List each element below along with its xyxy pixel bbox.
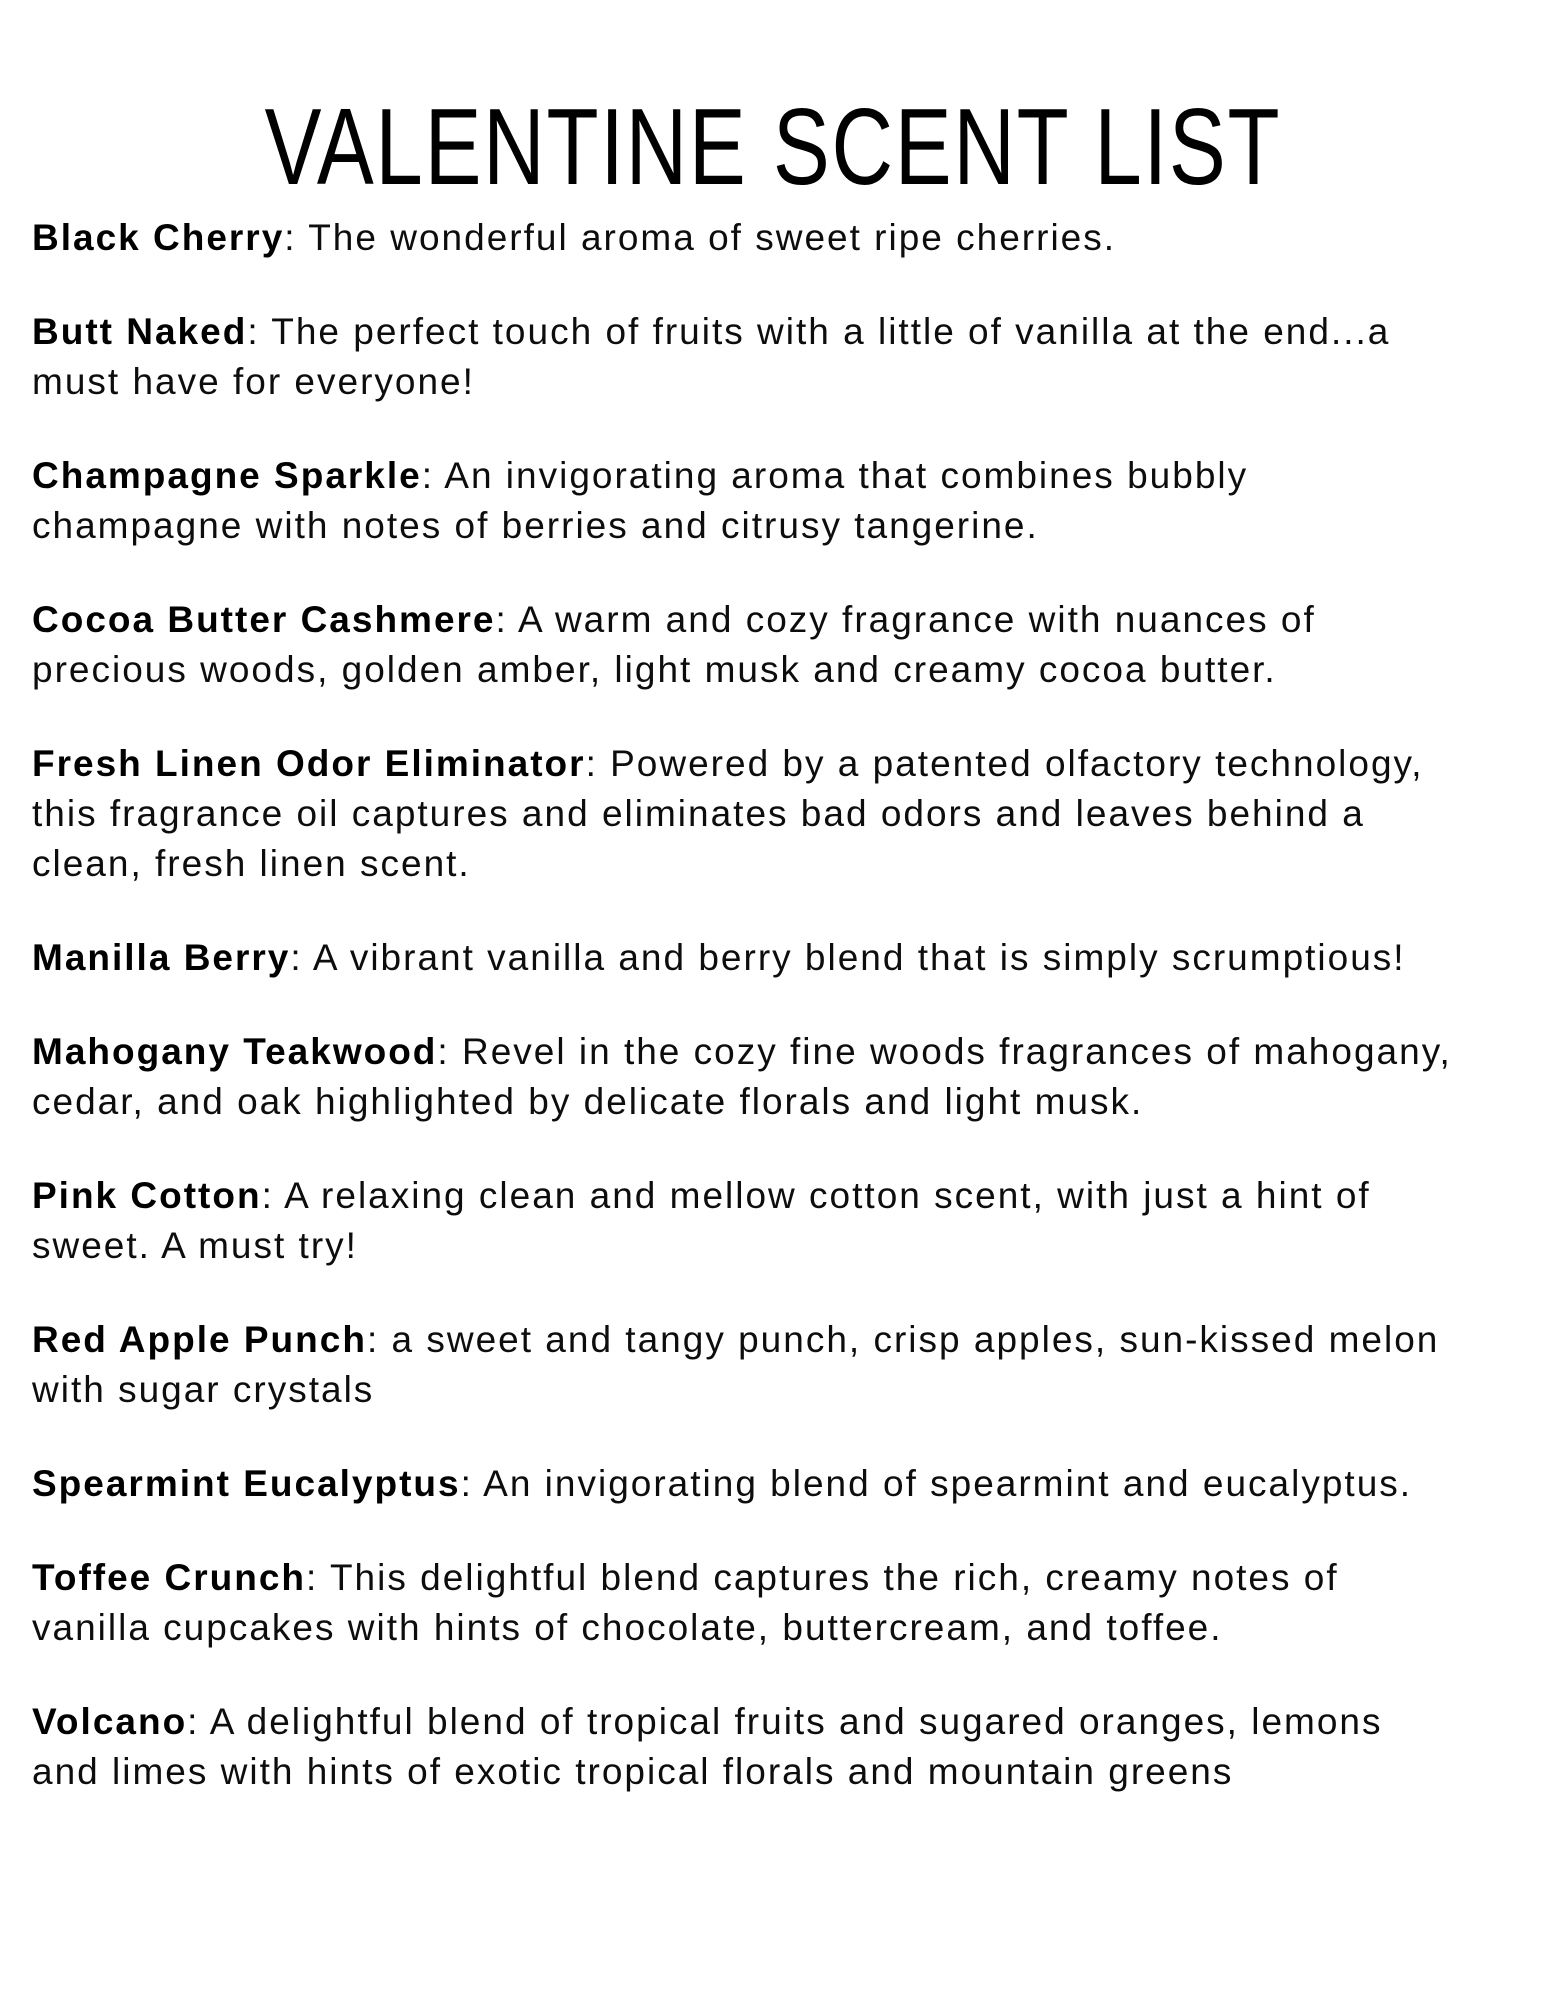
scent-description-line: A relaxing clean and mellow cotton scent, with just a hint of bbox=[284, 1175, 1371, 1216]
scent-list bbox=[0, 213, 1545, 1797]
scent-separator: : bbox=[306, 1557, 330, 1598]
scent-line bbox=[32, 1171, 1525, 1221]
scent-item-volcano bbox=[32, 1697, 1525, 1797]
scent-separator: : bbox=[585, 743, 611, 784]
scent-separator: : bbox=[284, 217, 309, 258]
scent-line bbox=[32, 1459, 1525, 1509]
scent-separator: : bbox=[495, 599, 519, 640]
scent-name: Mahogany Teakwood bbox=[32, 1031, 438, 1072]
scent-separator: : bbox=[290, 937, 313, 978]
scent-description-line: this fragrance oil captures and eliminates bad odors and leaves behind a bbox=[32, 793, 1365, 834]
scent-description-line: vanilla cupcakes with hints of chocolate, buttercream, and toffee. bbox=[32, 1607, 1223, 1648]
scent-item-butt-naked bbox=[32, 307, 1525, 407]
scent-line bbox=[32, 933, 1525, 983]
scent-separator: : bbox=[247, 311, 272, 352]
scent-description-line: A vibrant vanilla and berry blend that is simply scrumptious! bbox=[312, 937, 1406, 978]
scent-name: Spearmint Eucalyptus bbox=[32, 1463, 461, 1504]
scent-item-fresh-linen-odor-eliminator bbox=[32, 739, 1525, 889]
scent-line bbox=[32, 213, 1525, 263]
scent-separator: : bbox=[261, 1175, 285, 1216]
scent-separator: : bbox=[421, 455, 445, 496]
scent-item-black-cherry bbox=[32, 213, 1525, 263]
scent-separator: : bbox=[460, 1463, 484, 1504]
scent-description-line: and limes with hints of exotic tropical florals and mountain greens bbox=[32, 1751, 1234, 1792]
scent-item-cocoa-butter-cashmere bbox=[32, 595, 1525, 695]
scent-description-line: a sweet and tangy punch, crisp apples, sun-kissed melon bbox=[391, 1319, 1440, 1360]
scent-line bbox=[32, 307, 1525, 357]
scent-description-line: cedar, and oak highlighted by delicate florals and light musk. bbox=[32, 1081, 1144, 1122]
scent-item-mahogany-teakwood bbox=[32, 1027, 1525, 1127]
scent-name: Fresh Linen Odor Eliminator bbox=[32, 743, 586, 784]
scent-item-spearmint-eucalyptus bbox=[32, 1459, 1525, 1509]
scent-name: Black Cherry bbox=[32, 217, 285, 258]
scent-line bbox=[32, 1027, 1525, 1077]
scent-item-pink-cotton bbox=[32, 1171, 1525, 1271]
scent-line bbox=[32, 739, 1525, 789]
scent-item-manilla-berry bbox=[32, 933, 1525, 983]
scent-line bbox=[32, 595, 1525, 645]
scent-separator: : bbox=[187, 1701, 210, 1742]
scent-item-champagne-sparkle bbox=[32, 451, 1525, 551]
scent-separator: : bbox=[437, 1031, 462, 1072]
scent-name: Manilla Berry bbox=[32, 937, 291, 978]
scent-description-line: The perfect touch of fruits with a little of vanilla at the end...a bbox=[271, 311, 1391, 352]
scent-description-line: precious woods, golden amber, light musk and creamy cocoa butter. bbox=[32, 649, 1277, 690]
scent-description-line: with sugar crystals bbox=[32, 1369, 375, 1410]
scent-description-line: must have for everyone! bbox=[32, 361, 475, 402]
scent-description-line: A delightful blend of tropical fruits and sugared oranges, lemons bbox=[209, 1701, 1383, 1742]
scent-name: Pink Cotton bbox=[32, 1175, 262, 1216]
scent-name: Toffee Crunch bbox=[32, 1557, 307, 1598]
page-title bbox=[0, 87, 1545, 208]
scent-description-line: A warm and cozy fragrance with nuances of bbox=[518, 599, 1316, 640]
scent-item-toffee-crunch bbox=[32, 1553, 1525, 1653]
scent-description-line: An invigorating aroma that combines bubbly bbox=[444, 455, 1249, 496]
scent-description-line: sweet. A must try! bbox=[32, 1225, 358, 1266]
scent-name: Butt Naked bbox=[32, 311, 248, 352]
scent-line bbox=[32, 451, 1525, 501]
scent-line bbox=[32, 1697, 1525, 1747]
scent-description-line: The wonderful aroma of sweet ripe cherries. bbox=[308, 217, 1117, 258]
scent-description-line: Powered by a patented olfactory technology, bbox=[610, 743, 1424, 784]
scent-line bbox=[32, 1315, 1525, 1365]
scent-name: Red Apple Punch bbox=[32, 1319, 367, 1360]
page-title-text: VALENTINE SCENT LIST bbox=[264, 87, 1281, 208]
scent-description-line: This delightful blend captures the rich, creamy notes of bbox=[329, 1557, 1339, 1598]
scent-name: Volcano bbox=[32, 1701, 188, 1742]
scent-description-line: An invigorating blend of spearmint and eucalyptus. bbox=[483, 1463, 1413, 1504]
scent-name: Champagne Sparkle bbox=[32, 455, 422, 496]
scent-name: Cocoa Butter Cashmere bbox=[32, 599, 496, 640]
scent-item-red-apple-punch bbox=[32, 1315, 1525, 1415]
scent-separator: : bbox=[366, 1319, 392, 1360]
scent-description-line: champagne with notes of berries and citrusy tangerine. bbox=[32, 505, 1039, 546]
scent-line bbox=[32, 1553, 1525, 1603]
scent-description-line: clean, fresh linen scent. bbox=[32, 843, 471, 884]
scent-description-line: Revel in the cozy fine woods fragrances of mahogany, bbox=[461, 1031, 1452, 1072]
